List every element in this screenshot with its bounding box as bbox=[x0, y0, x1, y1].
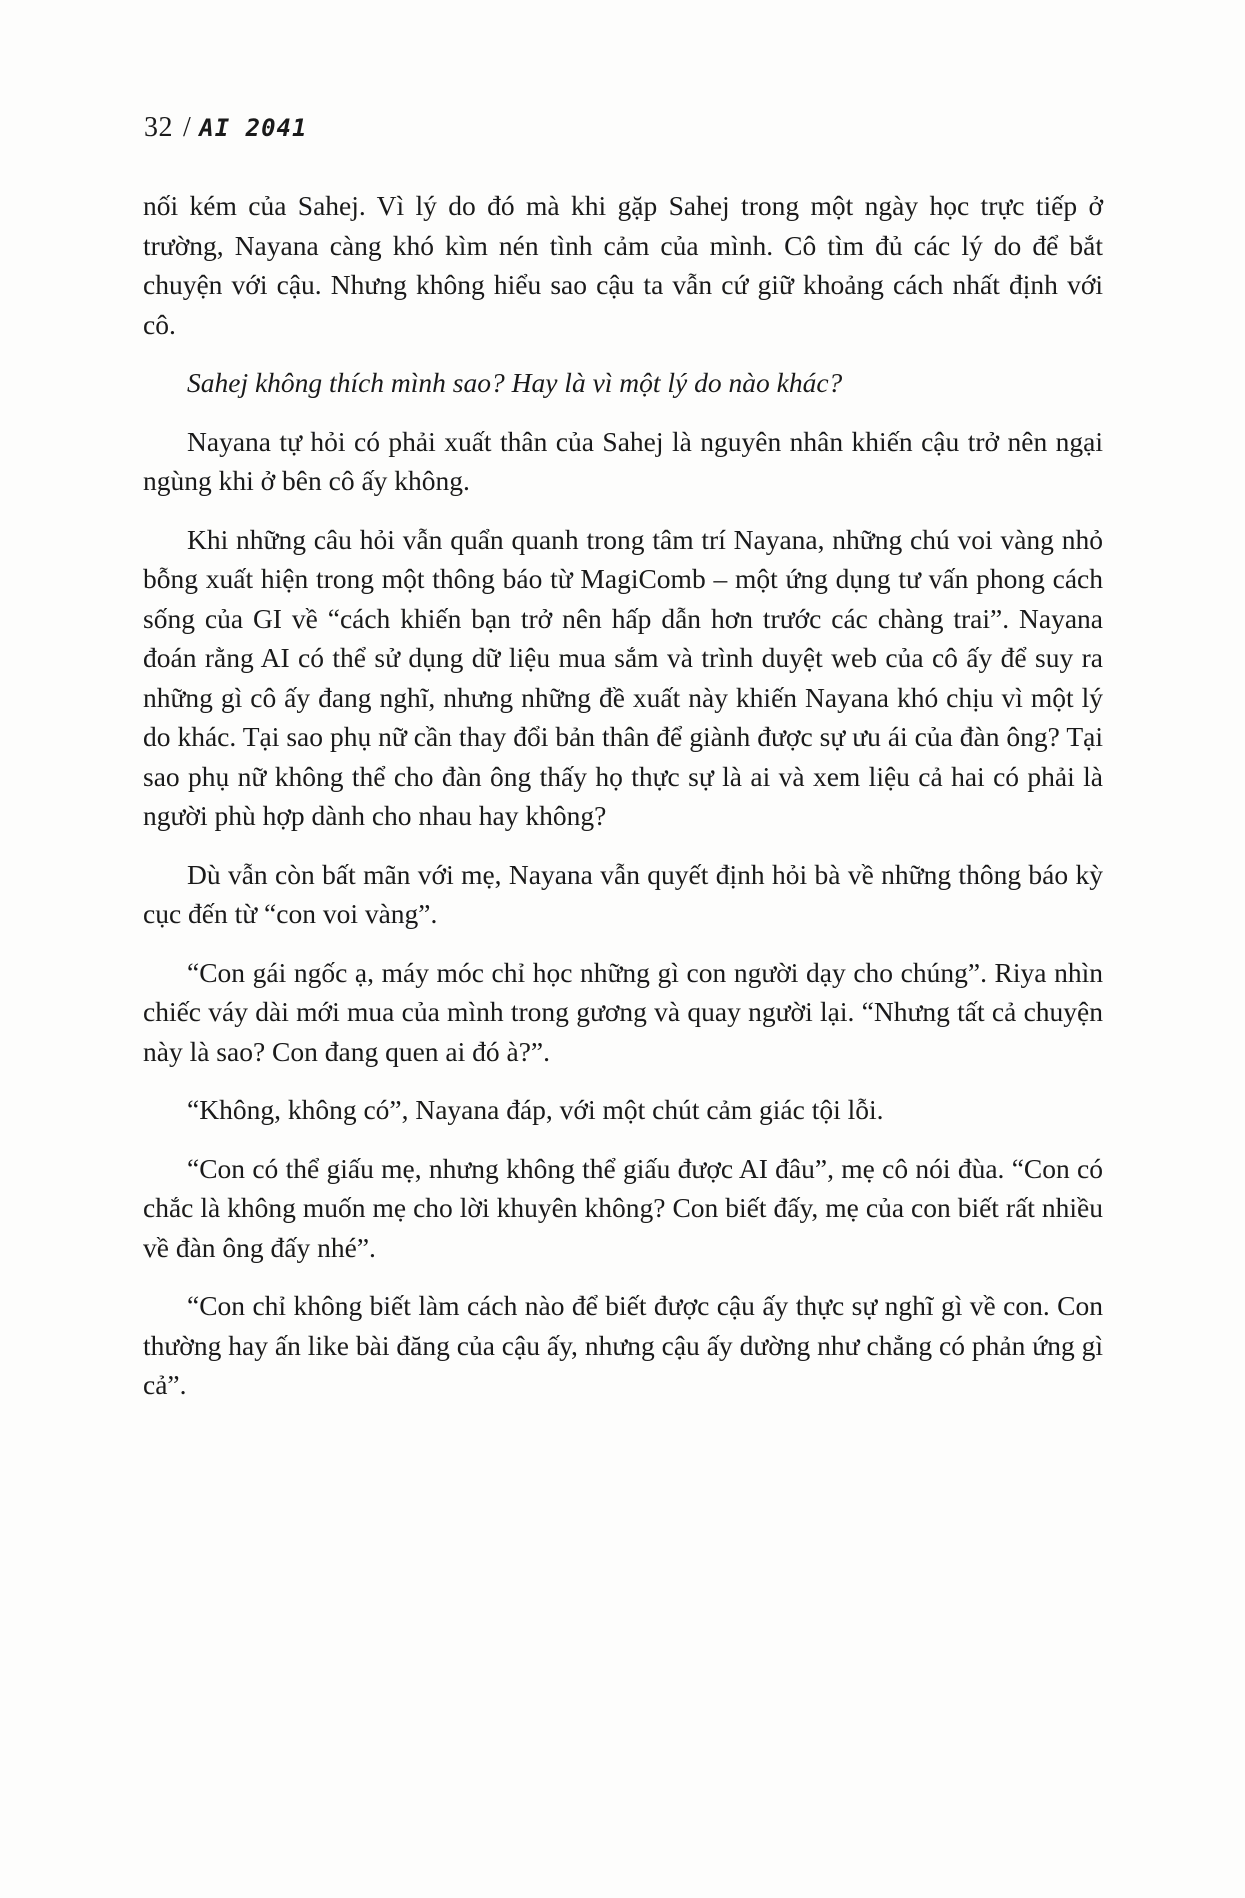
header-separator: / bbox=[183, 112, 192, 143]
paragraph: “Con có thể giấu mẹ, nhưng không thể giấu được AI đâu”, mẹ cô nói đùa. “Con có chắc là không muốn mẹ cho lời khuyên không? Con biết đấy, mẹ của con biết rất nhiều về đàn ông đấy nhé”. bbox=[143, 1152, 1103, 1263]
paragraph: Nayana tự hỏi có phải xuất thân của Sahej là nguyên nhân khiến cậu trở nên ngại ngùng khi ở bên cô ấy không. bbox=[143, 425, 1103, 496]
paragraph: “Con chỉ không biết làm cách nào để biết được cậu ấy thực sự nghĩ gì về con. Con thường hay ấn like bài đăng của cậu ấy, nhưng cậu ấy dường như chẳng có phản ứng gì cả”. bbox=[143, 1290, 1103, 1400]
paragraph: nối kém của Sahej. Vì lý do đó mà khi gặp Sahej trong một ngày học trực tiếp ở trường, Nayana càng khó kìm nén tình cảm của mình. Cô tìm đủ các lý do để bắt chuyện với cậu. Nhưng không hiểu sao cậu ta vẫn cứ giữ khoảng cách nhất định với cô. bbox=[143, 190, 1103, 340]
running-head bbox=[144, 112, 307, 144]
page-body bbox=[143, 186, 1103, 1424]
paragraph-italic-thought: Sahej không thích mình sao? Hay là vì một lý do nào khác? bbox=[187, 367, 843, 398]
page-number: 32 bbox=[144, 112, 173, 143]
book-title: AI 2041 bbox=[199, 114, 308, 142]
paragraph: Khi những câu hỏi vẫn quẩn quanh trong tâm trí Nayana, những chú voi vàng nhỏ bỗng xuất hiện trong một thông báo từ MagiComb – một ứng dụng tư vấn phong cách sống của GI về “cách khiến bạn trở nên hấp dẫn hơn trước các chàng trai”. Nayana đoán rằng AI có thể sử dụng dữ liệu mua sắm và trình duyệt web của cô ấy để suy ra những gì cô ấy đang nghĩ, nhưng những đề xuất này khiến Nayana khó chịu vì một lý do khác. Tại sao phụ nữ cần thay đổi bản thân để giành được sự ưu ái của đàn ông? Tại sao phụ nữ không thể cho đàn ông thấy họ thực sự là ai và xem liệu cả hai có phải là người phù hợp dành cho nhau hay không? bbox=[143, 523, 1103, 831]
paragraph: “Không, không có”, Nayana đáp, với một chút cảm giác tội lỗi. bbox=[187, 1094, 884, 1125]
paragraph: Dù vẫn còn bất mãn với mẹ, Nayana vẫn quyết định hỏi bà về những thông báo kỳ cục đến từ “con voi vàng”. bbox=[143, 858, 1103, 929]
paragraph: “Con gái ngốc ạ, máy móc chỉ học những gì con người dạy cho chúng”. Riya nhìn chiếc váy dài mới mua của mình trong gương và quay người lại. “Nhưng tất cả chuyện này là sao? Con đang quen ai đó à?”. bbox=[143, 956, 1103, 1067]
